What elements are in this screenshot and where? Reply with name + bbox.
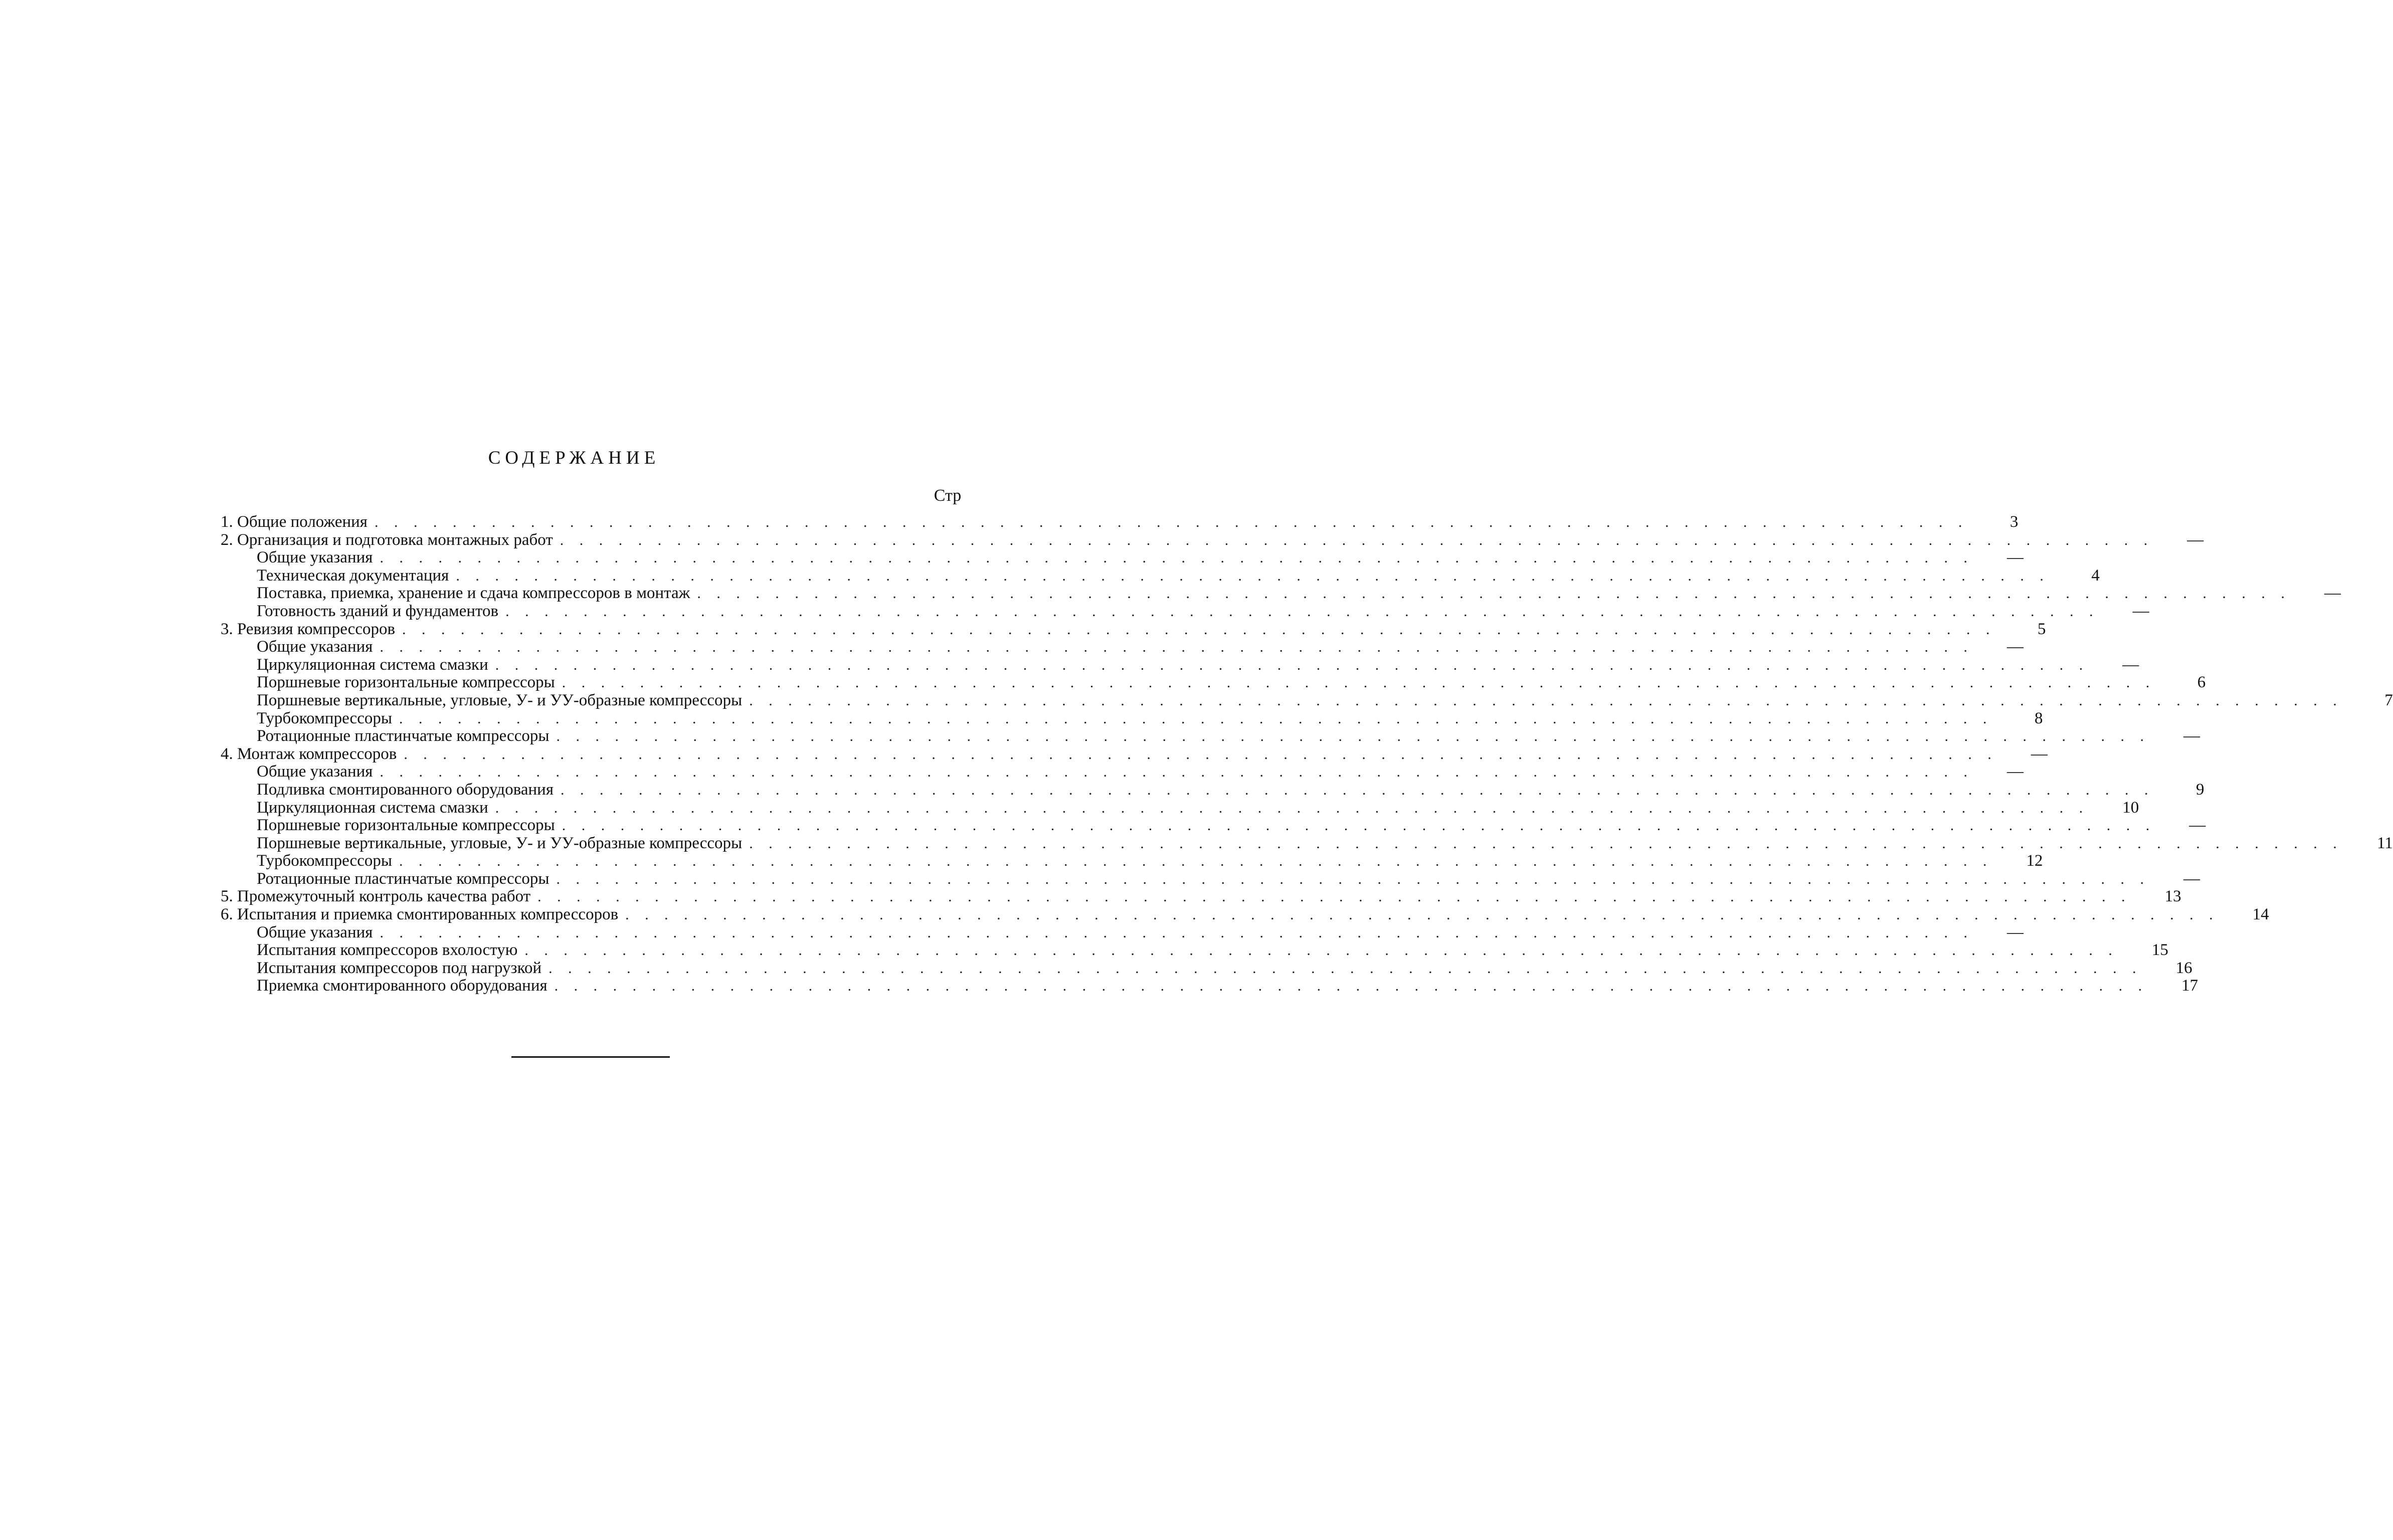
toc-leader: . . . . . . . . . . . . . . . . . . . . . . . . . . . . . . . . . . . . . . . . . . . . . . . . . . . . . . . . . . . . . . . . . . . . . . . . . . . . . . . . . .	[404, 745, 1997, 762]
toc-entry-page: 9	[2196, 780, 2204, 799]
toc-entry-title: 6. Испытания и приемка смонтированных компрессоров	[221, 905, 619, 924]
toc-entry[interactable]	[221, 530, 2204, 549]
toc-entry-title: 5. Промежуточный контроль качества работ	[221, 887, 531, 906]
toc-entry-page: —	[2132, 602, 2149, 620]
toc-leader: . . . . . . . . . . . . . . . . . . . . . . . . . . . . . . . . . . . . . . . . . . . . . . . . . . . . . . . . . . . . . . . . . . . . . . . . . . . . . . . . . .	[537, 888, 2131, 905]
toc-entry-title: 2. Организация и подготовка монтажных работ	[221, 530, 553, 549]
toc-entry-page: 13	[2164, 887, 2181, 906]
toc-entry-page: —	[2183, 869, 2200, 888]
toc-entry-title: Турбокомпрессоры	[257, 709, 393, 727]
toc-entry-title: 4. Монтаж компрессоров	[221, 744, 397, 763]
toc-entry-title: Поршневые горизонтальные компрессоры	[257, 673, 555, 692]
toc-entry[interactable]	[221, 602, 2149, 621]
toc-entry[interactable]	[221, 887, 2181, 906]
toc-entry-page: —	[2187, 530, 2204, 549]
toc-entry-title: Поршневые горизонтальные компрессоры	[257, 816, 555, 835]
toc-entry[interactable]	[221, 727, 2200, 745]
toc-leader: . . . . . . . . . . . . . . . . . . . . . . . . . . . . . . . . . . . . . . . . . . . . . . . . . . . . . . . . . . . . . . . . . . . . . . . . . . . . . . . . . .	[749, 692, 2343, 709]
toc-entry-page: —	[2183, 727, 2200, 745]
toc-leader: . . . . . . . . . . . . . . . . . . . . . . . . . . . . . . . . . . . . . . . . . . . . . . . . . . . . . . . . . . . . . . . . . . . . . . . . . . . . . . . . . .	[402, 621, 1996, 638]
toc-entry[interactable]	[221, 958, 2192, 978]
toc-entry[interactable]	[221, 923, 2023, 942]
toc-entry-title: Общие указания	[257, 638, 373, 656]
toc-leader: . . . . . . . . . . . . . . . . . . . . . . . . . . . . . . . . . . . . . . . . . . . . . . . . . . . . . . . . . . . . . . . . . . . . . . . . . . . . . . . . . .	[697, 585, 2291, 602]
toc-leader: . . . . . . . . . . . . . . . . . . . . . . . . . . . . . . . . . . . . . . . . . . . . . . . . . . . . . . . . . . . . . . . . . . . . . . . . . . . . . . . . . .	[556, 870, 2150, 887]
toc-entry-title: Испытания компрессоров под нагрузкой	[257, 958, 542, 977]
toc-entry-page: —	[2324, 584, 2341, 603]
toc-entry-title: Общие указания	[257, 762, 373, 781]
toc-entry-title: Поршневые вертикальные, угловые, У- и УУ-образные компрессоры	[257, 834, 743, 852]
toc-entry-title: Циркуляционная система смазки	[257, 798, 488, 817]
toc-entry-page: 3	[2009, 513, 2018, 531]
toc-leader: . . . . . . . . . . . . . . . . . . . . . . . . . . . . . . . . . . . . . . . . . . . . . . . . . . . . . . . . . . . . . . . . . . . . . . . . . . . . . . . . . .	[561, 781, 2154, 798]
toc-entry-page: 5	[2038, 620, 2046, 638]
toc-leader: . . . . . . . . . . . . . . . . . . . . . . . . . . . . . . . . . . . . . . . . . . . . . . . . . . . . . . . . . . . . . . . . . . . . . . . . . . . . . . . . . .	[399, 710, 1993, 727]
toc-entry-page: —	[2189, 816, 2206, 835]
toc-entry[interactable]	[221, 852, 2043, 870]
toc-entry-title: Приемка смонтированного оборудования	[257, 977, 547, 995]
toc-entry[interactable]	[221, 584, 2341, 603]
toc-entry-title: Испытания компрессоров вхолостую	[257, 941, 518, 959]
toc-entry-title: Поставка, приемка, хранение и сдача компрессоров в монтаж	[257, 584, 690, 603]
toc-entry-page: 16	[2175, 958, 2192, 977]
toc-entry[interactable]	[221, 762, 2023, 781]
toc-leader: . . . . . . . . . . . . . . . . . . . . . . . . . . . . . . . . . . . . . . . . . . . . . . . . . . . . . . . . . . . . . . . . . . . . . . . . . . . . . . . . . .	[556, 728, 2150, 745]
toc-entry-title: Общие указания	[257, 548, 373, 567]
toc-leader: . . . . . . . . . . . . . . . . . . . . . . . . . . . . . . . . . . . . . . . . . . . . . . . . . . . . . . . . . . . . . . . . . . . . . . . . . . . . . . . . . .	[562, 674, 2156, 691]
toc-entry-page: 10	[2122, 798, 2139, 817]
toc-entry[interactable]	[221, 548, 2023, 567]
toc-leader: . . . . . . . . . . . . . . . . . . . . . . . . . . . . . . . . . . . . . . . . . . . . . . . . . . . . . . . . . . . . . . . . . . . . . . . . . . . . . . . . . .	[625, 906, 2219, 923]
toc-leader: . . . . . . . . . . . . . . . . . . . . . . . . . . . . . . . . . . . . . . . . . . . . . . . . . . . . . . . . . . . . . . . . . . . . . . . . . . . . . . . . . .	[562, 817, 2156, 834]
toc-entry-page: 17	[2181, 977, 2198, 995]
toc-entry-page: —	[2122, 655, 2139, 674]
toc-entry[interactable]	[221, 655, 2139, 674]
toc-entry[interactable]	[221, 691, 2393, 710]
toc-entry[interactable]	[221, 834, 2393, 853]
toc-entry-title: Подливка смонтированного оборудования	[257, 780, 554, 799]
toc-entry[interactable]	[221, 566, 2100, 585]
toc-entry[interactable]	[221, 780, 2204, 799]
toc-leader: . . . . . . . . . . . . . . . . . . . . . . . . . . . . . . . . . . . . . . . . . . . . . . . . . . . . . . . . . . . . . . . . . . . . . . . . . . . . . . . . . .	[380, 639, 1973, 656]
toc-entry-page: —	[2006, 923, 2023, 941]
toc-entry-title: Турбокомпрессоры	[257, 852, 393, 870]
toc-entry-page: 8	[2035, 709, 2043, 727]
toc-leader: . . . . . . . . . . . . . . . . . . . . . . . . . . . . . . . . . . . . . . . . . . . . . . . . . . . . . . . . . . . . . . . . . . . . . . . . . . . . . . . . . .	[505, 603, 2099, 620]
toc-entry-page: —	[2031, 744, 2048, 763]
toc-entry[interactable]	[221, 941, 2168, 959]
toc-leader: . . . . . . . . . . . . . . . . . . . . . . . . . . . . . . . . . . . . . . . . . . . . . . . . . . . . . . . . . . . . . . . . . . . . . . . . . . . . . . . . . .	[456, 567, 2050, 584]
toc-entry-page: —	[2006, 638, 2023, 656]
toc-entry-title: Ротационные пластинчатые компрессоры	[257, 869, 549, 888]
toc-entry-title: Ротационные пластинчатые компрессоры	[257, 727, 549, 745]
end-rule-divider	[511, 1056, 670, 1058]
page-title: СОДЕРЖАНИЕ	[488, 448, 660, 468]
toc-leader: . . . . . . . . . . . . . . . . . . . . . . . . . . . . . . . . . . . . . . . . . . . . . . . . . . . . . . . . . . . . . . . . . . . . . . . . . . . . . . . . . .	[380, 549, 1973, 566]
toc-entry[interactable]	[221, 816, 2206, 835]
page-column-header: Стр	[934, 486, 962, 505]
toc-leader: . . . . . . . . . . . . . . . . . . . . . . . . . . . . . . . . . . . . . . . . . . . . . . . . . . . . . . . . . . . . . . . . . . . . . . . . . . . . . . . . . .	[524, 942, 2118, 959]
toc-entry-page: 12	[2026, 852, 2043, 870]
toc-entry[interactable]	[221, 673, 2206, 692]
toc-entry-page: 14	[2252, 905, 2269, 924]
toc-leader: . . . . . . . . . . . . . . . . . . . . . . . . . . . . . . . . . . . . . . . . . . . . . . . . . . . . . . . . . . . . . . . . . . . . . . . . . . . . . . . . . .	[554, 978, 2148, 995]
toc-entry-title: 1. Общие положения	[221, 513, 367, 531]
toc-leader: . . . . . . . . . . . . . . . . . . . . . . . . . . . . . . . . . . . . . . . . . . . . . . . . . . . . . . . . . . . . . . . . . . . . . . . . . . . . . . . . . .	[548, 959, 2142, 977]
toc-entry[interactable]	[221, 709, 2043, 728]
table-of-contents	[221, 513, 2393, 995]
toc-entry-title: Техническая документация	[257, 566, 449, 585]
toc-entry-page: 7	[2384, 691, 2393, 709]
toc-leader: . . . . . . . . . . . . . . . . . . . . . . . . . . . . . . . . . . . . . . . . . . . . . . . . . . . . . . . . . . . . . . . . . . . . . . . . . . . . . . . . . .	[560, 531, 2154, 548]
toc-entry[interactable]	[221, 638, 2023, 656]
toc-entry-title: Готовность зданий и фундаментов	[257, 602, 499, 620]
toc-entry-title: Поршневые вертикальные, угловые, У- и УУ-образные компрессоры	[257, 691, 743, 709]
toc-leader: . . . . . . . . . . . . . . . . . . . . . . . . . . . . . . . . . . . . . . . . . . . . . . . . . . . . . . . . . . . . . . . . . . . . . . . . . . . . . . . . . .	[495, 799, 2089, 816]
toc-entry[interactable]	[221, 513, 2018, 531]
toc-leader: . . . . . . . . . . . . . . . . . . . . . . . . . . . . . . . . . . . . . . . . . . . . . . . . . . . . . . . . . . . . . . . . . . . . . . . . . . . . . . . . . .	[495, 656, 2089, 673]
toc-entry[interactable]	[221, 869, 2200, 888]
toc-entry-title: Циркуляционная система смазки	[257, 655, 488, 674]
toc-leader: . . . . . . . . . . . . . . . . . . . . . . . . . . . . . . . . . . . . . . . . . . . . . . . . . . . . . . . . . . . . . . . . . . . . . . . . . . . . . . . . . .	[380, 924, 1973, 941]
toc-entry-title: Общие указания	[257, 923, 373, 941]
toc-entry[interactable]	[221, 744, 2048, 763]
toc-entry[interactable]	[221, 620, 2046, 639]
toc-entry-title: 3. Ревизия компрессоров	[221, 620, 396, 638]
toc-entry-page: 4	[2091, 566, 2100, 585]
toc-entry[interactable]	[221, 977, 2198, 995]
toc-entry-page: —	[2006, 548, 2023, 567]
toc-leader: . . . . . . . . . . . . . . . . . . . . . . . . . . . . . . . . . . . . . . . . . . . . . . . . . . . . . . . . . . . . . . . . . . . . . . . . . . . . . . . . . .	[749, 835, 2343, 852]
toc-leader: . . . . . . . . . . . . . . . . . . . . . . . . . . . . . . . . . . . . . . . . . . . . . . . . . . . . . . . . . . . . . . . . . . . . . . . . . . . . . . . . . .	[380, 763, 1973, 781]
toc-entry[interactable]	[221, 905, 2269, 924]
toc-leader: . . . . . . . . . . . . . . . . . . . . . . . . . . . . . . . . . . . . . . . . . . . . . . . . . . . . . . . . . . . . . . . . . . . . . . . . . . . . . . . . . .	[374, 514, 1968, 530]
toc-entry-page: 6	[2197, 673, 2206, 692]
toc-entry[interactable]	[221, 798, 2139, 817]
toc-entry-page: 11	[2376, 834, 2393, 852]
toc-entry-page: 15	[2151, 941, 2168, 959]
toc-leader: . . . . . . . . . . . . . . . . . . . . . . . . . . . . . . . . . . . . . . . . . . . . . . . . . . . . . . . . . . . . . . . . . . . . . . . . . . . . . . . . . .	[399, 853, 1993, 870]
toc-entry-page: —	[2006, 762, 2023, 781]
